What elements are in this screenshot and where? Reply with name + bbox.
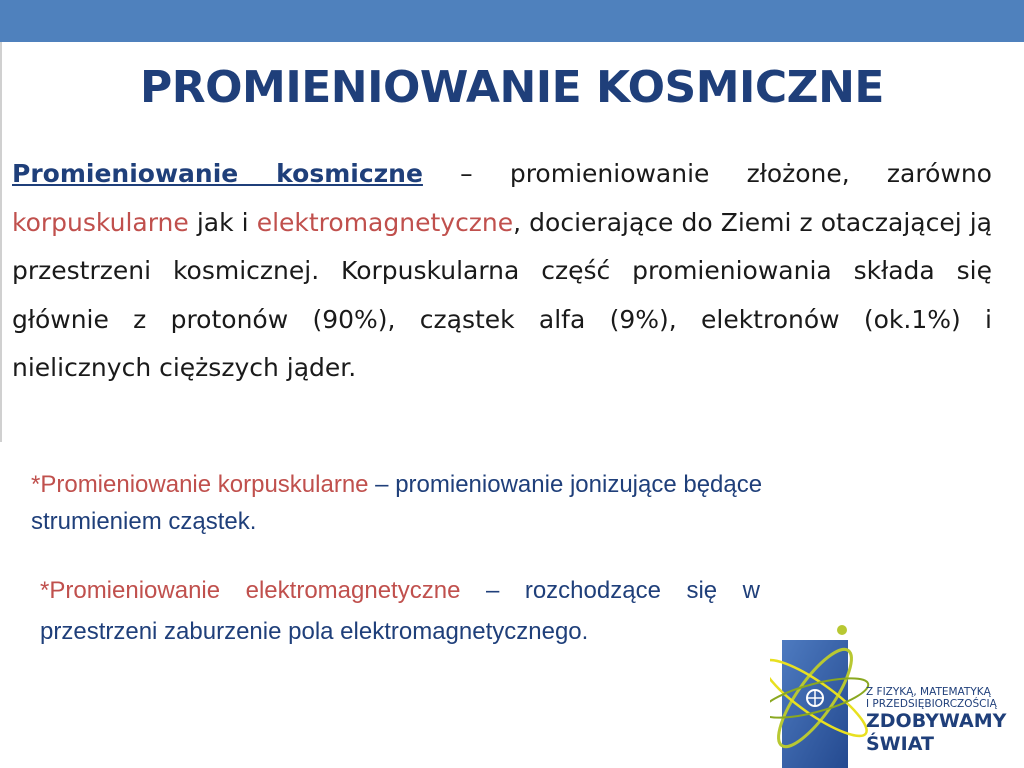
header-bar [0,0,1024,42]
definition-text-1: – promieniowanie złożone, zarówno [422,159,992,188]
logo-line-3: ZDOBYWAMY [866,710,1007,732]
note-korpuskularne-text: – promieniowanie jonizujące będące strumieniem cząstek. [31,471,763,535]
note-elektromagnetyczne-text: – rozchodzące się w przestrzeni zaburzenie pola elektromagnetycznego. [40,577,761,645]
note-elektromagnetyczne [40,570,760,652]
definition-text-3: , docierające do Ziemi z otaczającej ją przestrzeni kosmicznej. Korpuskularna część promieniowania składa się głównie z protonów (90%), cząstek alfa (9%), elektronów (ok.1%) i nielicznych cięższych jąder. [12,207,992,382]
term-elektromagnetyczne: elektromagnetyczne [256,207,514,237]
term-korpuskularne: korpuskularne [12,207,189,237]
slide-title: PROMIENIOWANIE KOSMICZNE [140,62,884,113]
logo-line-1: Z FIZYKĄ, MATEMATYKĄ [866,686,991,698]
definition-term: Promieniowanie kosmiczne [12,159,423,188]
note-korpuskularne [31,466,801,540]
logo-line-2: I PRZEDSIĘBIORCZOŚCIĄ [866,698,997,710]
definition-text-2: jak i [188,207,257,237]
note-elektromagnetyczne-term: *Promieniowanie elektromagnetyczne [40,577,461,604]
note-korpuskularne-term: *Promieniowanie korpuskularne [31,471,369,498]
definition-paragraph [12,150,992,393]
orbit-dot [837,625,847,635]
logo-text [866,686,1024,756]
logo-line-4: ŚWIAT [866,733,934,755]
